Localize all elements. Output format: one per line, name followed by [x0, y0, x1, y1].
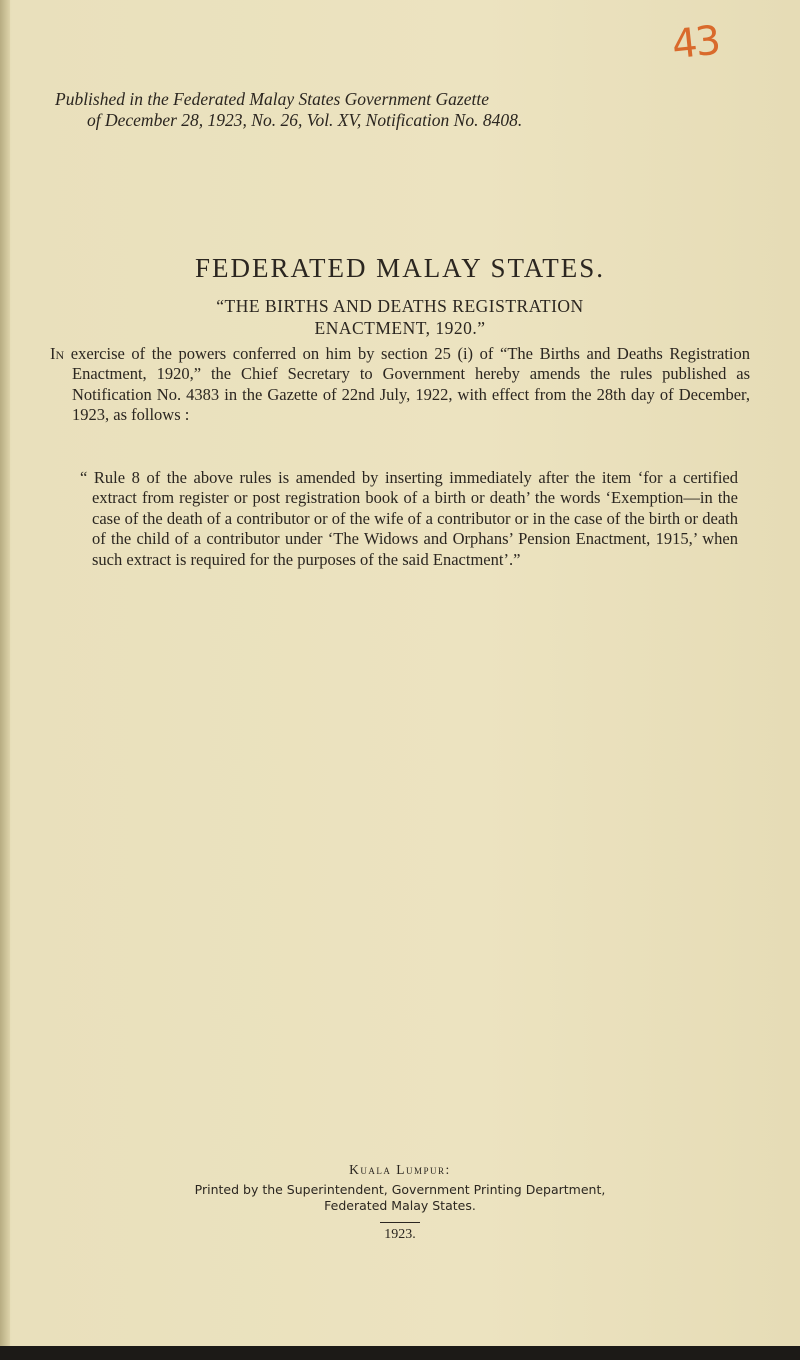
- handwritten-page-number: 43: [669, 17, 722, 69]
- document-title: FEDERATED MALAY STATES.: [194, 253, 606, 283]
- footer-divider: [380, 1222, 420, 1223]
- page-bottom-edge: [0, 1346, 800, 1360]
- printing-year: 1923.: [384, 1227, 416, 1242]
- enactment-title-line-1: “THE BIRTHS AND DEATHS REGISTRATION: [216, 296, 584, 316]
- amendment-quote-text: “ Rule 8 of the above rules is amended by inserting immediately after the item ‘for a certified extract from register or post registration book of a birth or death’ the words ‘Exemption—in the case of the death of a contributor or of the wife of a contributor or in the case of the birth or death of the child of a contributor under ‘The Widows and Orphans’ Pension Enactment, 1915,’ when such extract is required for the purposes of the said Enactment’.”: [80, 468, 738, 569]
- body-paragraph: [50, 344, 750, 426]
- body-paragraph-text: exercise of the powers conferred on him by section 25 (i) of “The Births and Deaths Registration Enactment, 1920,” the Chief Secretary to Government hereby amends the rules published as Notification No. 4383 in the Gazette of 22nd July, 1922, with effect from the 28th day of December, 1923, as follows :: [70, 344, 750, 425]
- amendment-quote: [80, 468, 738, 570]
- enactment-title-line-2: ENACTMENT, 1920.”: [314, 318, 486, 338]
- printing-place: Kuala Lumpur:: [349, 1162, 451, 1177]
- page-binding-edge: [0, 0, 10, 1360]
- enactment-title: [0, 295, 800, 339]
- body-lead-word: In: [50, 344, 65, 363]
- publication-line-2: of December 28, 1923, No. 26, Vol. XV, Notification No. 8408.: [87, 110, 523, 130]
- publication-line-1: Published in the Federated Malay States Government Gazette: [55, 89, 489, 109]
- printer-credit: [0, 1182, 800, 1214]
- printer-line-1: Printed by the Superintendent, Government Printing Department,: [194, 1182, 606, 1197]
- notification-body: [50, 344, 750, 426]
- publication-header: [55, 89, 755, 131]
- printer-line-2: Federated Malay States.: [324, 1198, 476, 1213]
